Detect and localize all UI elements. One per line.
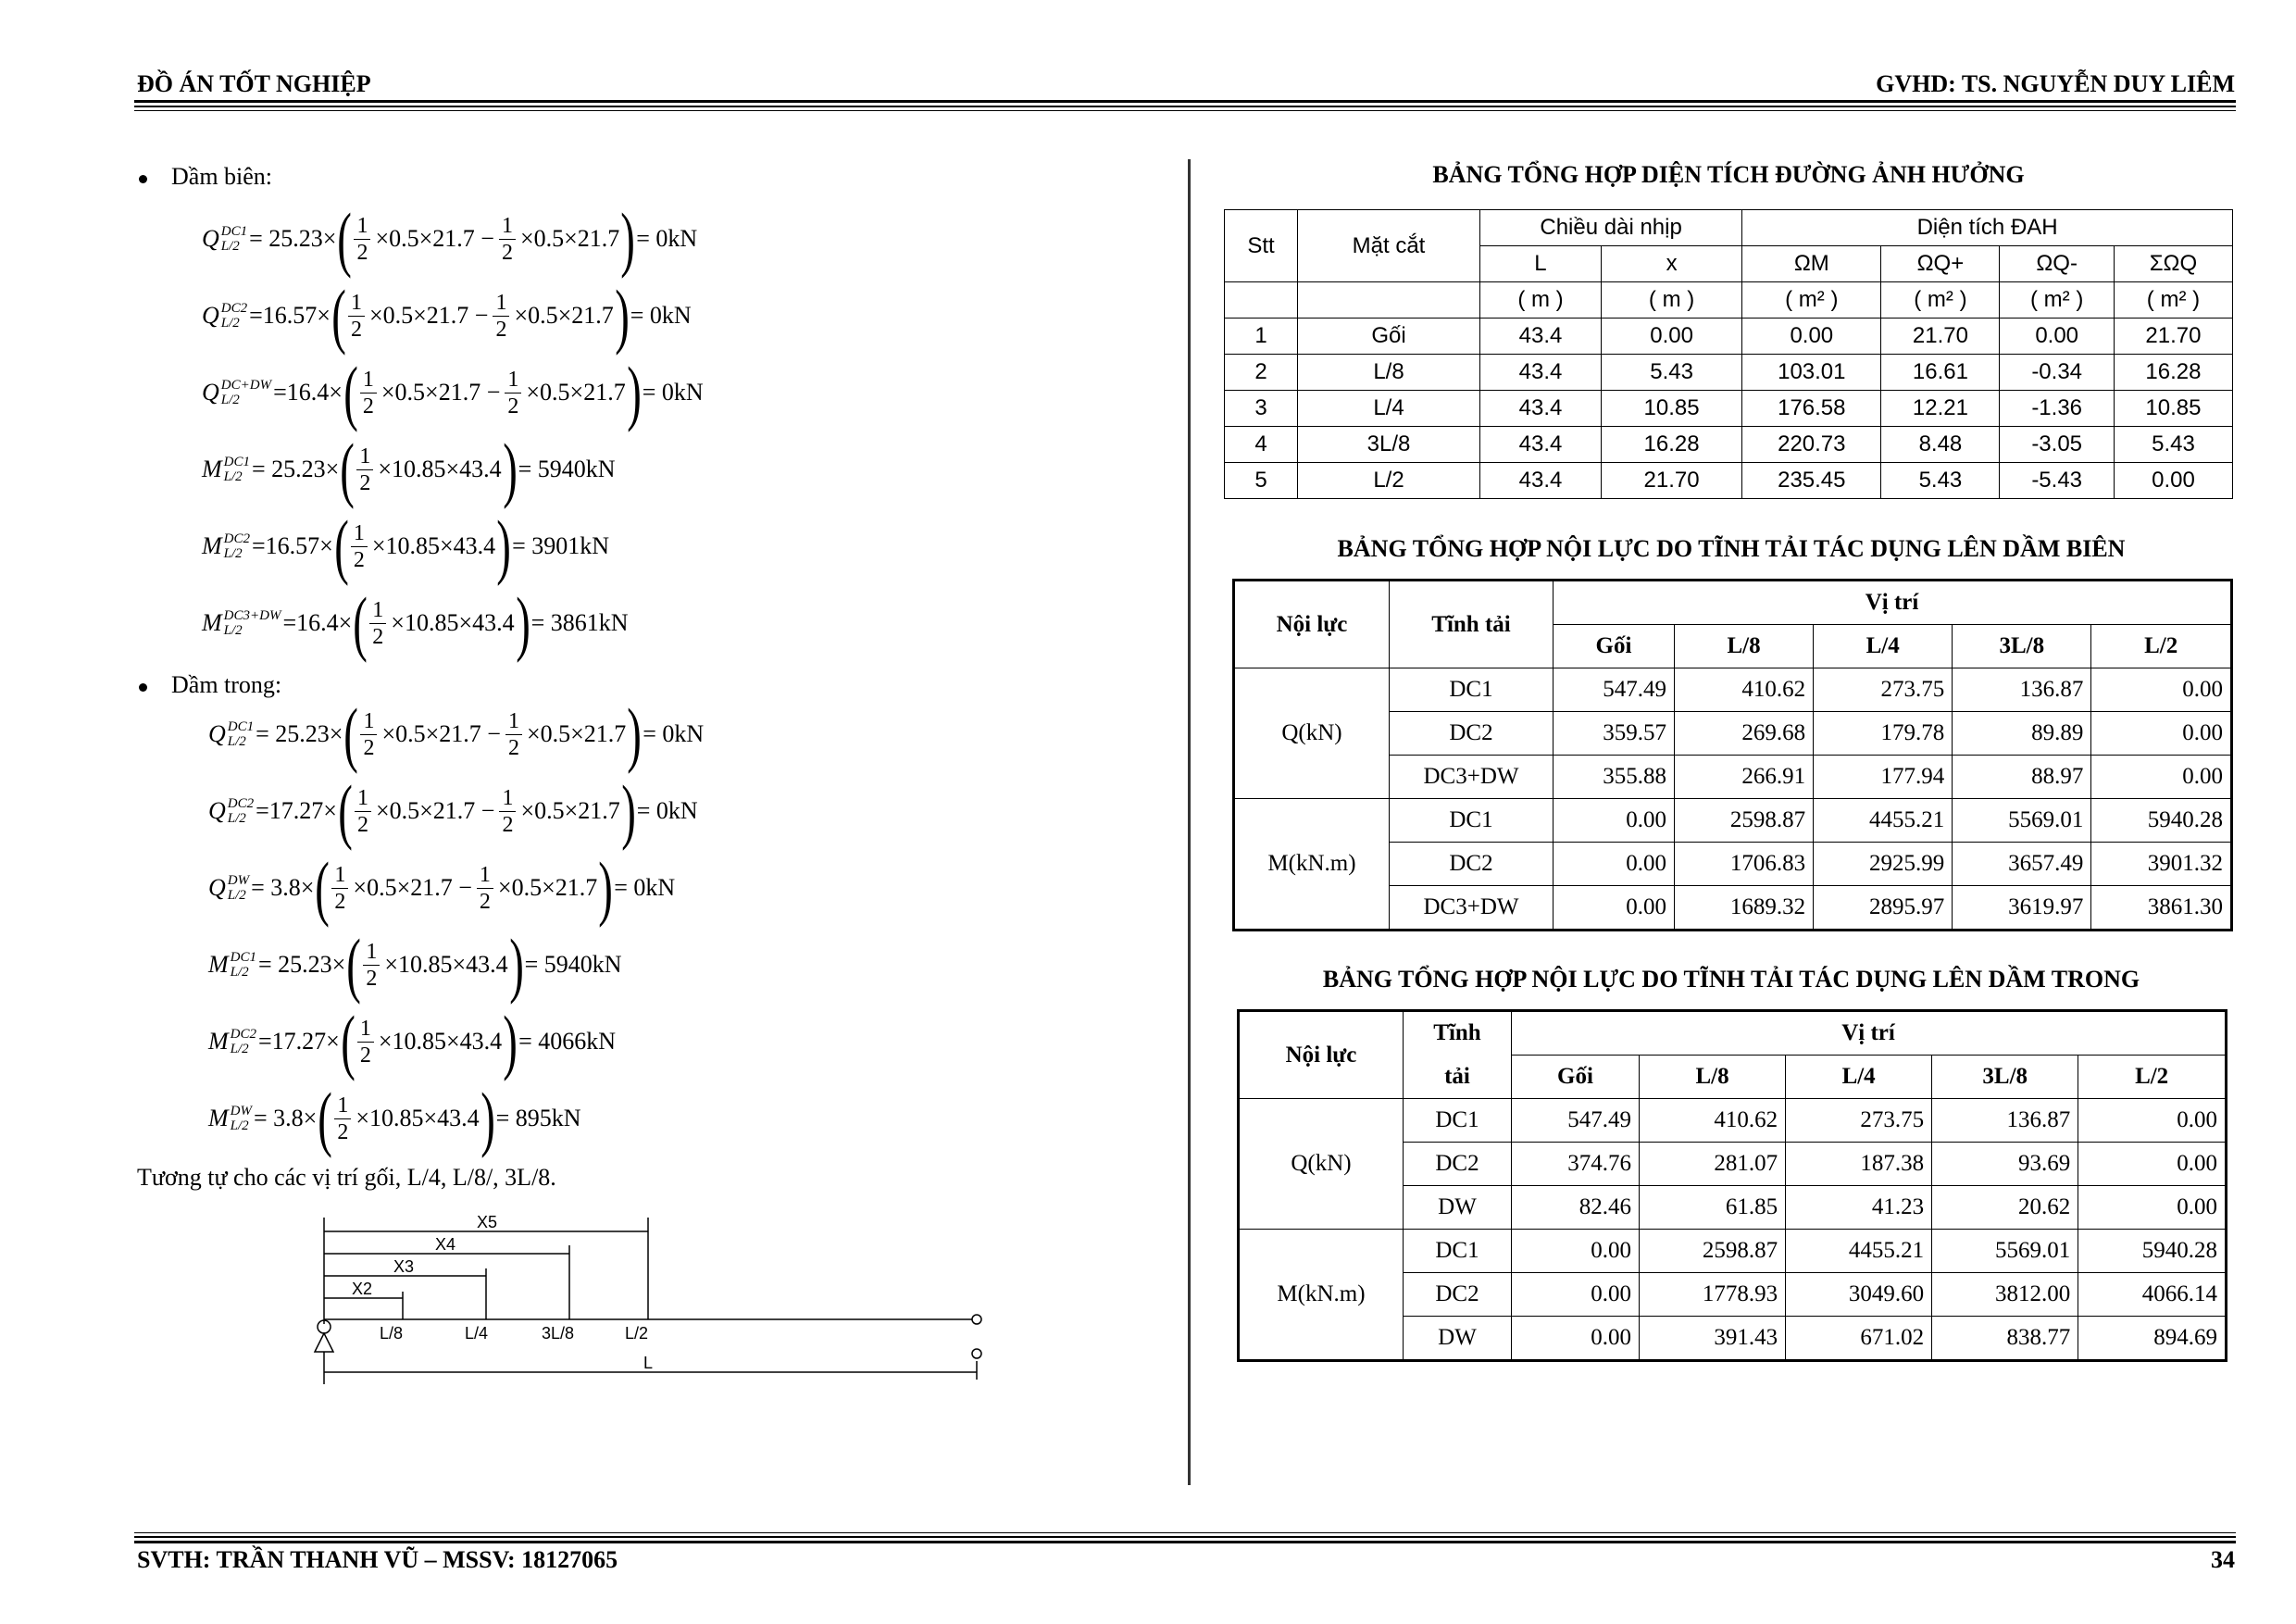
table3-title: BẢNG TỔNG HỢP NỘI LỰC DO TĨNH TẢI TÁC DỤNG LÊN DẦM TRONG (1322, 966, 2140, 993)
table-cell: 89.89 (1953, 712, 2091, 756)
table-cell: 0.00 (2000, 319, 2114, 355)
table-cell: 0.00 (2091, 668, 2232, 712)
formula-subscript: L/2 (227, 811, 246, 826)
table-cell: 187.38 (1786, 1143, 1932, 1186)
formula-row: Q DC1 L/2 = 25.23× ( $\frac{1}{2}$ ×0.5×21.7 − $\frac{1}{2}$ ×0.5×21.7 ) = 0kN (208, 693, 705, 774)
table-cell: 3861.30 (2091, 886, 2232, 931)
table-cell: 5.43 (1881, 463, 2000, 499)
load-case: DW (1404, 1317, 1512, 1361)
formula-symbol: Q DC2 L/2 (202, 301, 248, 331)
formula-row: M DC3+DW L/2 =16.4× ( $\frac{1}{2}$ ×10.85×43.4 ) = 3861kN (202, 582, 629, 663)
fraction-half: $\frac{1}{2}$ (499, 785, 516, 838)
formula-symbol: Q DC1 L/2 (208, 719, 255, 749)
table-cell: 21.70 (1881, 319, 2000, 355)
formula-superscript: DC1 (230, 950, 257, 965)
table-cell: 410.62 (1639, 1099, 1785, 1143)
table-row (1225, 427, 2233, 463)
table-cell: 2598.87 (1675, 799, 1814, 843)
table-cell: 269.68 (1675, 712, 1814, 756)
footer-left: SVTH: TRẦN THANH VŨ – MSSV: 18127065 (137, 1546, 618, 1573)
table-cell: 547.49 (1554, 668, 1675, 712)
table-cell: 2895.97 (1814, 886, 1953, 931)
table-cell: 281.07 (1639, 1143, 1785, 1186)
formula-superscript: DC1 (220, 224, 248, 239)
table-cell: 359.57 (1554, 712, 1675, 756)
formula-subscript: L/2 (227, 888, 246, 903)
formula-subscript: L/2 (223, 546, 243, 561)
header-right: GVHD: TS. NGUYỄN DUY LIÊM (1876, 70, 2235, 97)
th-position: Gối (1554, 625, 1675, 668)
table-cell: 0.00 (2078, 1099, 2227, 1143)
label-L: L (643, 1354, 654, 1372)
load-case: DC2 (1404, 1273, 1512, 1317)
table-cell: 0.00 (1512, 1230, 1640, 1273)
table-cell: 1706.83 (1675, 843, 1814, 886)
th-chieu-dai: Chiều dài nhịp (1480, 210, 1742, 246)
formula-coef: =16.4× (282, 609, 353, 636)
formula-subscript: L/2 (230, 1042, 249, 1056)
table-cell: -0.34 (2000, 355, 2114, 391)
formula-superscript: DC2 (227, 796, 255, 811)
formula-symbol: Q DC2 L/2 (208, 796, 255, 826)
formula-result: = 0kN (614, 874, 676, 901)
table-cell: 1778.93 (1639, 1273, 1785, 1317)
formula-result: = 895kN (495, 1105, 581, 1131)
formula-result: = 5940kN (518, 456, 616, 482)
table-cell: 5.43 (1601, 355, 1741, 391)
table-cell: 355.88 (1554, 756, 1675, 799)
table-cell: 3049.60 (1786, 1273, 1932, 1317)
table-row (1225, 355, 2233, 391)
table-cell: 0.00 (1512, 1273, 1640, 1317)
formula-result: = 3861kN (530, 609, 629, 636)
load-case: DC3+DW (1390, 886, 1554, 931)
header-rule-3 (134, 110, 2236, 111)
formula-superscript: DC2 (220, 301, 248, 316)
table-cell: 3812.00 (1932, 1273, 2078, 1317)
table-cell: 0.00 (2078, 1143, 2227, 1186)
table-cell: 2 (1225, 355, 1298, 391)
table-row (1234, 799, 2232, 843)
label-x5: X5 (477, 1213, 498, 1231)
formula-coef: = 25.23× (249, 225, 337, 252)
footer-rule-2 (134, 1536, 2236, 1538)
formula-superscript: DC3+DW (223, 608, 281, 623)
table-cell: 266.91 (1675, 756, 1814, 799)
table-cell: 3619.97 (1953, 886, 2091, 931)
table-cell: 5940.28 (2078, 1230, 2227, 1273)
th-position: L/8 (1675, 625, 1814, 668)
table-cell: 61.85 (1639, 1186, 1785, 1230)
formula-row: M DC1 L/2 = 25.23× ( $\frac{1}{2}$ ×10.85×43.4 ) = 5940kN (202, 429, 616, 509)
formula-symbol: Q DC1 L/2 (202, 224, 248, 254)
th-position: L/2 (2091, 625, 2232, 668)
th-position: 3L/8 (1932, 1056, 2078, 1099)
force-label: Q(kN) (1234, 668, 1390, 799)
table-cell: 5569.01 (1953, 799, 2091, 843)
section-dam-bien: Dầm biên: (139, 163, 272, 191)
load-case: DC3+DW (1390, 756, 1554, 799)
th-tai: tải (1404, 1056, 1512, 1099)
th-position: L/4 (1786, 1056, 1932, 1099)
formula-result: = 3901kN (512, 532, 610, 559)
table-cell: 0.00 (1554, 799, 1675, 843)
table-cell: 4455.21 (1786, 1230, 1932, 1273)
formula-result: = 0kN (630, 302, 692, 329)
formula-coef: =16.57× (249, 302, 331, 329)
load-case: DC2 (1390, 843, 1554, 886)
formula-row: Q DW L/2 = 3.8× ( $\frac{1}{2}$ ×0.5×21.7 − $\frac{1}{2}$ ×0.5×21.7 ) = 0kN (208, 847, 676, 928)
table-row (1225, 391, 2233, 427)
table-cell: 43.4 (1480, 427, 1602, 463)
note-text: Tương tự cho các vị trí gối, L/4, L/8/, 3L/8. (137, 1164, 556, 1191)
th-position: Gối (1512, 1056, 1640, 1099)
formula-symbol: Q DW L/2 (208, 873, 250, 903)
footer-rule-3 (134, 1541, 2236, 1543)
fraction-half: $\frac{1}{2}$ (505, 367, 521, 419)
formula-result: = 5940kN (524, 951, 622, 978)
th-omega-m: ΩM (1742, 246, 1881, 282)
header-left: ĐỒ ÁN TỐT NGHIỆP (137, 70, 371, 97)
label-l4: L/4 (465, 1324, 489, 1343)
table-cell: 88.97 (1953, 756, 2091, 799)
formula-row: M DC2 L/2 =17.27× ( $\frac{1}{2}$ ×10.85×43.4 ) = 4066kN (208, 1001, 617, 1081)
influence-area-table (1224, 209, 2233, 499)
table-cell: 220.73 (1742, 427, 1881, 463)
table-cell: 136.87 (1953, 668, 2091, 712)
formula-coef: = 25.23× (256, 720, 343, 747)
th-noi-luc: Nội lực (1234, 581, 1390, 668)
unit-m2: ( m² ) (1881, 282, 2000, 319)
load-case: DC2 (1404, 1143, 1512, 1186)
formula-row: M DC1 L/2 = 25.23× ( $\frac{1}{2}$ ×10.85×43.4 ) = 5940kN (208, 924, 622, 1005)
fraction-half: $\frac{1}{2}$ (355, 785, 371, 838)
label-l2: L/2 (625, 1324, 649, 1343)
formula-result: = 4066kN (518, 1028, 617, 1055)
table-row (1225, 463, 2233, 499)
formula-symbol: M DC2 L/2 (208, 1027, 257, 1056)
table1-title: BẢNG TỔNG HỢP DIỆN TÍCH ĐƯỜNG ẢNH HƯỞNG (1432, 161, 2025, 188)
formula-subscript: L/2 (230, 965, 249, 980)
fraction-half: $\frac{1}{2}$ (357, 1016, 374, 1068)
label-x3: X3 (393, 1257, 415, 1276)
th-stt: Stt (1225, 210, 1298, 282)
table-cell: 21.70 (2114, 319, 2232, 355)
force-label: M(kN.m) (1234, 799, 1390, 931)
table-cell: 374.76 (1512, 1143, 1640, 1186)
unit-m: ( m ) (1480, 282, 1602, 319)
formula-subscript: L/2 (220, 239, 240, 254)
formula-row: Q DC1 L/2 = 25.23× ( $\frac{1}{2}$ ×0.5×21.7 − $\frac{1}{2}$ ×0.5×21.7 ) = 0kN (202, 198, 698, 279)
formula-subscript: L/2 (230, 1118, 249, 1133)
table-cell: 894.69 (2078, 1317, 2227, 1361)
table2-title: BẢNG TỔNG HỢP NỘI LỰC DO TĨNH TẢI TÁC DỤNG LÊN DẦM BIÊN (1337, 535, 2126, 562)
fraction-half: $\frac{1}{2}$ (363, 939, 380, 992)
formula-superscript: DW (230, 1104, 252, 1118)
th-noi-luc: Nội lực (1239, 1011, 1404, 1099)
table-cell: L/4 (1298, 391, 1480, 427)
fraction-half: $\frac{1}{2}$ (499, 213, 516, 266)
table-cell: 4 (1225, 427, 1298, 463)
load-case: DC1 (1390, 799, 1554, 843)
table-cell: 8.48 (1881, 427, 2000, 463)
table-cell: -5.43 (2000, 463, 2114, 499)
formula-row: M DW L/2 = 3.8× ( $\frac{1}{2}$ ×10.85×43.4 ) = 895kN (208, 1078, 581, 1158)
formula-coef: =17.27× (256, 797, 337, 824)
section-dam-trong: Dầm trong: (139, 671, 281, 699)
table-cell: 5.43 (2114, 427, 2232, 463)
header-rule-2 (134, 106, 2236, 107)
th-x: x (1601, 246, 1741, 282)
table-cell: 1 (1225, 319, 1298, 355)
table-cell: 3L/8 (1298, 427, 1480, 463)
table-cell: 16.28 (1601, 427, 1741, 463)
load-case: DC2 (1390, 712, 1554, 756)
formula-symbol: M DC3+DW L/2 (202, 608, 281, 638)
fraction-half: $\frac{1}{2}$ (360, 367, 377, 419)
table-cell: 0.00 (2114, 463, 2232, 499)
load-case: DC1 (1404, 1099, 1512, 1143)
table-cell: 0.00 (2091, 756, 2232, 799)
formula-result: = 0kN (636, 225, 698, 252)
table-cell: 16.28 (2114, 355, 2232, 391)
table-cell: 179.78 (1814, 712, 1953, 756)
formula-subscript: L/2 (223, 623, 243, 638)
table-cell: 2925.99 (1814, 843, 1953, 886)
table-row (1239, 1230, 2227, 1273)
table-cell: L/8 (1298, 355, 1480, 391)
table-cell: 177.94 (1814, 756, 1953, 799)
formula-coef: =16.4× (273, 379, 343, 406)
formula-row: Q DC+DW L/2 =16.4× ( $\frac{1}{2}$ ×0.5×21.7 − $\frac{1}{2}$ ×0.5×21.7 ) = 0kN (202, 352, 704, 432)
table-cell: 410.62 (1675, 668, 1814, 712)
table-cell: 12.21 (1881, 391, 2000, 427)
table-cell: 103.01 (1742, 355, 1881, 391)
formula-superscript: DC+DW (220, 378, 272, 393)
table-cell: 3901.32 (2091, 843, 2232, 886)
page-number: 34 (2211, 1546, 2235, 1573)
formula-row: M DC2 L/2 =16.57× ( $\frac{1}{2}$ ×10.85×43.4 ) = 3901kN (202, 506, 610, 586)
unit-m2: ( m² ) (1742, 282, 1881, 319)
formula-symbol: M DC1 L/2 (208, 950, 257, 980)
table-cell: 43.4 (1480, 463, 1602, 499)
th-position: L/2 (2078, 1056, 2227, 1099)
th-tinh: Tĩnh (1404, 1011, 1512, 1056)
table-cell: 0.00 (1742, 319, 1881, 355)
formula-superscript: DC2 (223, 531, 251, 546)
table-cell: 273.75 (1786, 1099, 1932, 1143)
table-cell: 136.87 (1932, 1099, 2078, 1143)
formula-symbol: Q DC+DW L/2 (202, 378, 272, 407)
fraction-half: $\frac{1}{2}$ (334, 1093, 351, 1145)
table-row (1225, 319, 2233, 355)
formula-coef: = 25.23× (258, 951, 346, 978)
formula-superscript: DC1 (227, 719, 255, 734)
formula-coef: =16.57× (252, 532, 333, 559)
dam-trong-table (1237, 1009, 2227, 1362)
fraction-half: $\frac{1}{2}$ (360, 708, 377, 761)
th-L: L (1480, 246, 1602, 282)
th-position: L/4 (1814, 625, 1953, 668)
unit-m2: ( m² ) (2114, 282, 2232, 319)
force-label: Q(kN) (1239, 1099, 1404, 1230)
fraction-half: $\frac{1}{2}$ (369, 597, 386, 650)
influence-diagram (306, 1213, 1009, 1398)
column-divider (1188, 159, 1191, 1485)
table-cell: 41.23 (1786, 1186, 1932, 1230)
th-vi-tri: Vị trí (1554, 581, 2232, 625)
formula-symbol: M DC2 L/2 (202, 531, 251, 561)
fraction-half: $\frac{1}{2}$ (505, 708, 522, 761)
unit-m: ( m ) (1601, 282, 1741, 319)
fraction-half: $\frac{1}{2}$ (348, 290, 365, 343)
th-position: L/8 (1639, 1056, 1785, 1099)
formula-result: = 0kN (636, 797, 698, 824)
th-omega-q-plus: ΩQ+ (1881, 246, 2000, 282)
formula-row: Q DC2 L/2 =17.27× ( $\frac{1}{2}$ ×0.5×21.7 − $\frac{1}{2}$ ×0.5×21.7 ) = 0kN (208, 770, 698, 851)
table-cell: 0.00 (2091, 712, 2232, 756)
formula-subscript: L/2 (220, 316, 240, 331)
table-cell: 4066.14 (2078, 1273, 2227, 1317)
table-cell: 82.46 (1512, 1186, 1640, 1230)
formula-symbol: M DW L/2 (208, 1104, 252, 1133)
th-vi-tri: Vị trí (1512, 1011, 2227, 1056)
table-cell: 838.77 (1932, 1317, 2078, 1361)
table-cell: 547.49 (1512, 1099, 1640, 1143)
formula-row: Q DC2 L/2 =16.57× ( $\frac{1}{2}$ ×0.5×21.7 − $\frac{1}{2}$ ×0.5×21.7 ) = 0kN (202, 275, 692, 356)
table-cell: 273.75 (1814, 668, 1953, 712)
formula-symbol: M DC1 L/2 (202, 455, 251, 484)
load-case: DC1 (1404, 1230, 1512, 1273)
formula-coef: =17.27× (258, 1028, 340, 1055)
table-cell: -1.36 (2000, 391, 2114, 427)
formula-superscript: DC2 (230, 1027, 257, 1042)
table-cell: 43.4 (1480, 391, 1602, 427)
table-cell: 10.85 (2114, 391, 2232, 427)
table-cell: 3 (1225, 391, 1298, 427)
formula-coef: = 3.8× (254, 1105, 318, 1131)
dam-bien-table (1232, 579, 2233, 931)
label-3l8: 3L/8 (542, 1324, 575, 1343)
table-cell: 391.43 (1639, 1317, 1785, 1361)
th-tinh-tai: Tĩnh tải (1390, 581, 1554, 668)
formula-coef: = 25.23× (252, 456, 340, 482)
fraction-half: $\frac{1}{2}$ (331, 862, 348, 915)
label-l8: L/8 (380, 1324, 404, 1343)
table-cell: 10.85 (1601, 391, 1741, 427)
footer-rule (134, 1532, 2236, 1533)
fraction-half: $\frac{1}{2}$ (356, 443, 373, 496)
table-cell: 20.62 (1932, 1186, 2078, 1230)
table-cell: 671.02 (1786, 1317, 1932, 1361)
table-cell: 43.4 (1480, 319, 1602, 355)
table-cell: 5940.28 (2091, 799, 2232, 843)
table-cell: Gối (1298, 319, 1480, 355)
table-cell: 3657.49 (1953, 843, 2091, 886)
table-cell: L/2 (1298, 463, 1480, 499)
table-cell: 5 (1225, 463, 1298, 499)
table-cell: 0.00 (1554, 886, 1675, 931)
formula-result: = 0kN (643, 720, 705, 747)
th-dien-tich: Diện tích ĐAH (1742, 210, 2233, 246)
table-row (1239, 1099, 2227, 1143)
table-cell: 43.4 (1480, 355, 1602, 391)
table-cell: 0.00 (1512, 1317, 1640, 1361)
formula-subscript: L/2 (227, 734, 246, 749)
th-mat-cat: Mặt cắt (1298, 210, 1480, 282)
formula-coef: = 3.8× (251, 874, 315, 901)
table-cell: 0.00 (2078, 1186, 2227, 1230)
table-cell: 176.58 (1742, 391, 1881, 427)
load-case: DW (1404, 1186, 1512, 1230)
formula-subscript: L/2 (223, 469, 243, 484)
force-label: M(kN.m) (1239, 1230, 1404, 1361)
table-cell: 16.61 (1881, 355, 2000, 391)
table-cell: 4455.21 (1814, 799, 1953, 843)
th-position: 3L/8 (1953, 625, 2091, 668)
fraction-half: $\frac{1}{2}$ (354, 213, 370, 266)
table-cell: 0.00 (1554, 843, 1675, 886)
table-cell: 21.70 (1601, 463, 1741, 499)
table-cell: 93.69 (1932, 1143, 2078, 1186)
table-cell: -3.05 (2000, 427, 2114, 463)
formula-result: = 0kN (642, 379, 704, 406)
table-cell: 0.00 (1601, 319, 1741, 355)
table-row (1234, 668, 2232, 712)
table-cell: 5569.01 (1932, 1230, 2078, 1273)
table-cell: 1689.32 (1675, 886, 1814, 931)
header-rule (134, 100, 2236, 103)
table-cell: 2598.87 (1639, 1230, 1785, 1273)
label-x2: X2 (352, 1280, 373, 1298)
fraction-half: $\frac{1}{2}$ (351, 520, 368, 573)
th-sum-omega-q: ΣΩQ (2114, 246, 2232, 282)
label-x4: X4 (435, 1235, 456, 1254)
formula-superscript: DW (227, 873, 250, 888)
fraction-half: $\frac{1}{2}$ (477, 862, 493, 915)
formula-subscript: L/2 (220, 393, 240, 407)
table-cell: 235.45 (1742, 463, 1881, 499)
fraction-half: $\frac{1}{2}$ (493, 290, 509, 343)
load-case: DC1 (1390, 668, 1554, 712)
unit-m2: ( m² ) (2000, 282, 2114, 319)
th-omega-q-minus: ΩQ- (2000, 246, 2114, 282)
formula-superscript: DC1 (223, 455, 251, 469)
